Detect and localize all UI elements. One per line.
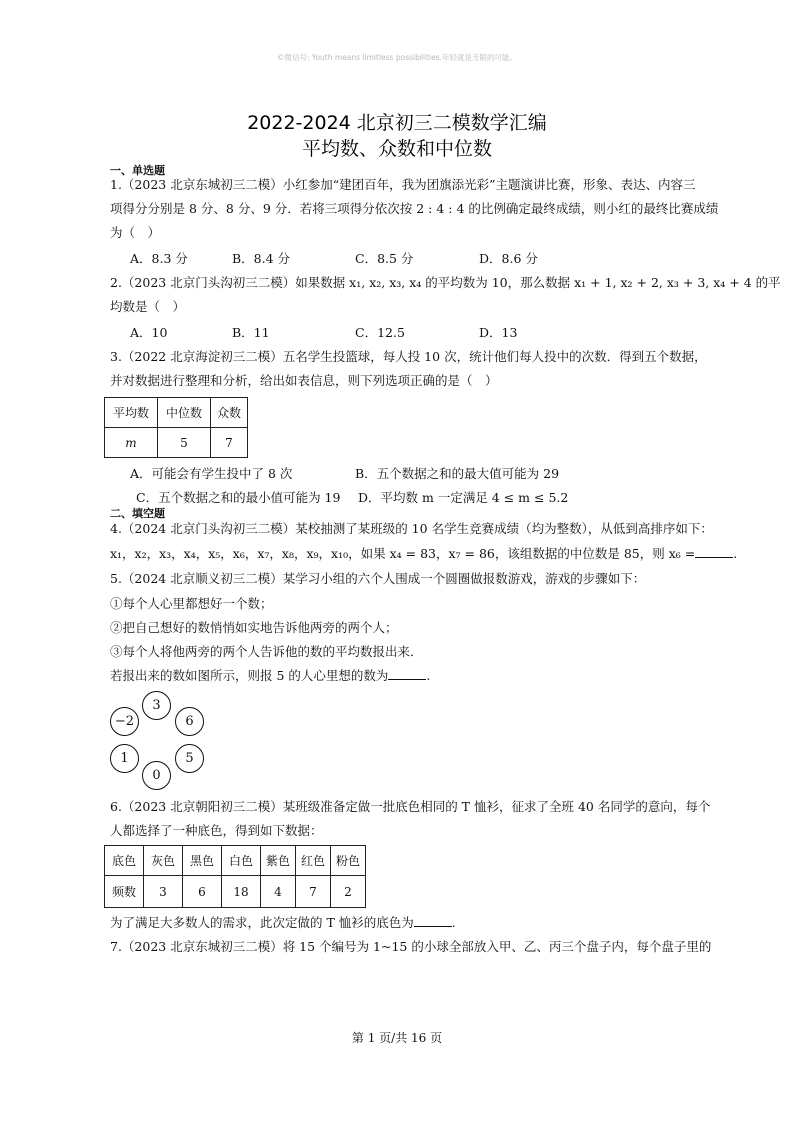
q5-step2: ②把自己想好的数悄悄如实地告诉他两旁的两个人； [110,620,398,635]
table-cell: 灰色 [144,846,183,876]
q2-line1: 2.（2023 北京门头沟初三二模）如果数据 x₁, x₂, x₃, x₄ 的平均数为 10，那么数据 x₁ + 1, x₂ + 2, x₃ + 3, x₄ + 4 的平 [110,275,781,290]
table-cell: 3 [144,876,183,908]
circle-number: 5 [175,744,204,773]
q3-option-a: A．可能会有学生投中了 8 次 [130,466,293,481]
q2-option-a: A．10 [130,325,168,340]
table-cell: 粉色 [331,846,366,876]
circle-number: 3 [142,691,171,720]
q3-option-c: C．五个数据之和的最小值可能为 19 [136,490,341,505]
table-header-cell: 中位数 [158,398,211,428]
q5-question-end: . [426,668,431,683]
table-header-cell: 频数 [105,876,144,908]
q5-question [110,667,690,685]
q6-question [110,914,690,932]
table-cell: 4 [261,876,296,908]
table-header-cell: 平均数 [105,398,158,428]
q6-question-end: . [451,915,456,930]
table-cell: 白色 [222,846,261,876]
section-single-choice: 一、单选题 [110,164,165,177]
table-cell: 紫色 [261,846,296,876]
q4-line2-text: x₁，x₂，x₃，x₄，x₅，x₆，x₇，x₈，x₉，x₁₀，如果 x₄ = 83，x₇ = 86，该组数据的中位数是 85，则 x₆ = [110,546,696,561]
q5-question-text: 若报出来的数如图所示，则报 5 的人心里想的数为 [110,668,389,683]
table-cell: 18 [222,876,261,908]
circle-number: 0 [142,761,171,790]
circle-number: −2 [110,707,139,736]
q4-line2 [110,545,738,563]
q6-line1: 6.（2023 北京朝阳初三二模）某班级准备定做一批底色相同的 T 恤衫，征求了全班 40 名同学的意向，每个 [110,799,711,814]
table-header-cell: 众数 [211,398,248,428]
q1-line1: 1.（2023 北京东城初三二模）小红参加“建团百年，我为团旗添光彩”主题演讲比赛，形象、表达、内容三 [110,177,696,192]
q3-stats-table [104,397,248,458]
q5-line1: 5.（2024 北京顺义初三二模）某学习小组的六个人围成一个圆圈做报数游戏，游戏的步骤如下： [110,571,646,586]
table-cell: m [105,428,158,458]
q4-line2-end: . [733,546,738,561]
doc-title: 2022-2024 北京初三二模数学汇编 [247,112,547,134]
table-cell: 黑色 [183,846,222,876]
q2-option-d: D．13 [479,325,518,340]
q1-option-c: C．8.5 分 [355,251,414,266]
q3-option-b: B．五个数据之和的最大值可能为 29 [355,466,560,481]
table-cell: 5 [158,428,211,458]
answer-blank[interactable] [695,545,733,558]
table-header-cell: 底色 [105,846,144,876]
section-fill-blank: 二、填空题 [110,507,165,520]
q3-option-d: D．平均数 m 一定满足 4 ≤ m ≤ 5.2 [358,490,569,505]
q7-line1: 7.（2023 北京东城初三二模）将 15 个编号为 1~15 的小球全部放入甲、乙、丙三个盘子内，每个盘子里的 [110,939,712,954]
q1-line2: 项得分分别是 8 分、8 分、9 分．若将三项得分依次按 2 : 4 : 4 的比例确定最终成绩，则小红的最终比赛成绩 [110,201,719,216]
q1-option-a: A．8.3 分 [130,251,188,266]
answer-blank[interactable] [388,667,426,680]
q4-line1: 4.（2024 北京门头沟初三二模）某校抽测了某班级的 10 名学生竞赛成绩（均为整数），从低到高排序如下： [110,521,713,536]
q5-step3: ③每个人将他两旁的两个人告诉他的数的平均数报出来． [110,644,423,659]
q2-line2: 均数是（ ） [110,299,186,314]
answer-blank[interactable] [414,914,452,927]
q1-option-d: D．8.6 分 [479,251,538,266]
q3-line1: 3.（2022 北京海淀初三二模）五名学生投篮球，每人投 10 次，统计他们每人投中的次数．得到五个数据， [110,349,707,364]
table-cell: 6 [183,876,222,908]
q6-frequency-table [104,845,366,908]
q1-line3: 为（ ） [110,225,161,240]
doc-subtitle: 平均数、众数和中位数 [301,138,492,160]
table-cell: 2 [331,876,366,908]
q1-option-b: B．8.4 分 [232,251,291,266]
q5-step1: ①每个人心里都想好一个数； [110,596,273,611]
q2-option-c: C．12.5 [355,325,405,340]
watermark: ©微信号: Youth means limitless possibilities.年轻就是无限的可能。 [276,53,518,62]
q3-line2: 并对数据进行整理和分析，给出如表信息，则下列选项正确的是（ ） [110,373,498,388]
circle-number: 1 [110,744,139,773]
q2-option-b: B．11 [232,325,270,340]
page-number: 第 1 页/共 16 页 [351,1031,443,1045]
table-cell: 红色 [296,846,331,876]
circle-number: 6 [175,707,204,736]
q6-line2: 人都选择了一种底色，得到如下数据： [110,823,323,838]
table-cell: 7 [296,876,331,908]
q6-question-text: 为了满足大多数人的需求，此次定做的 T 恤衫的底色为 [110,915,414,930]
table-cell: 7 [211,428,248,458]
